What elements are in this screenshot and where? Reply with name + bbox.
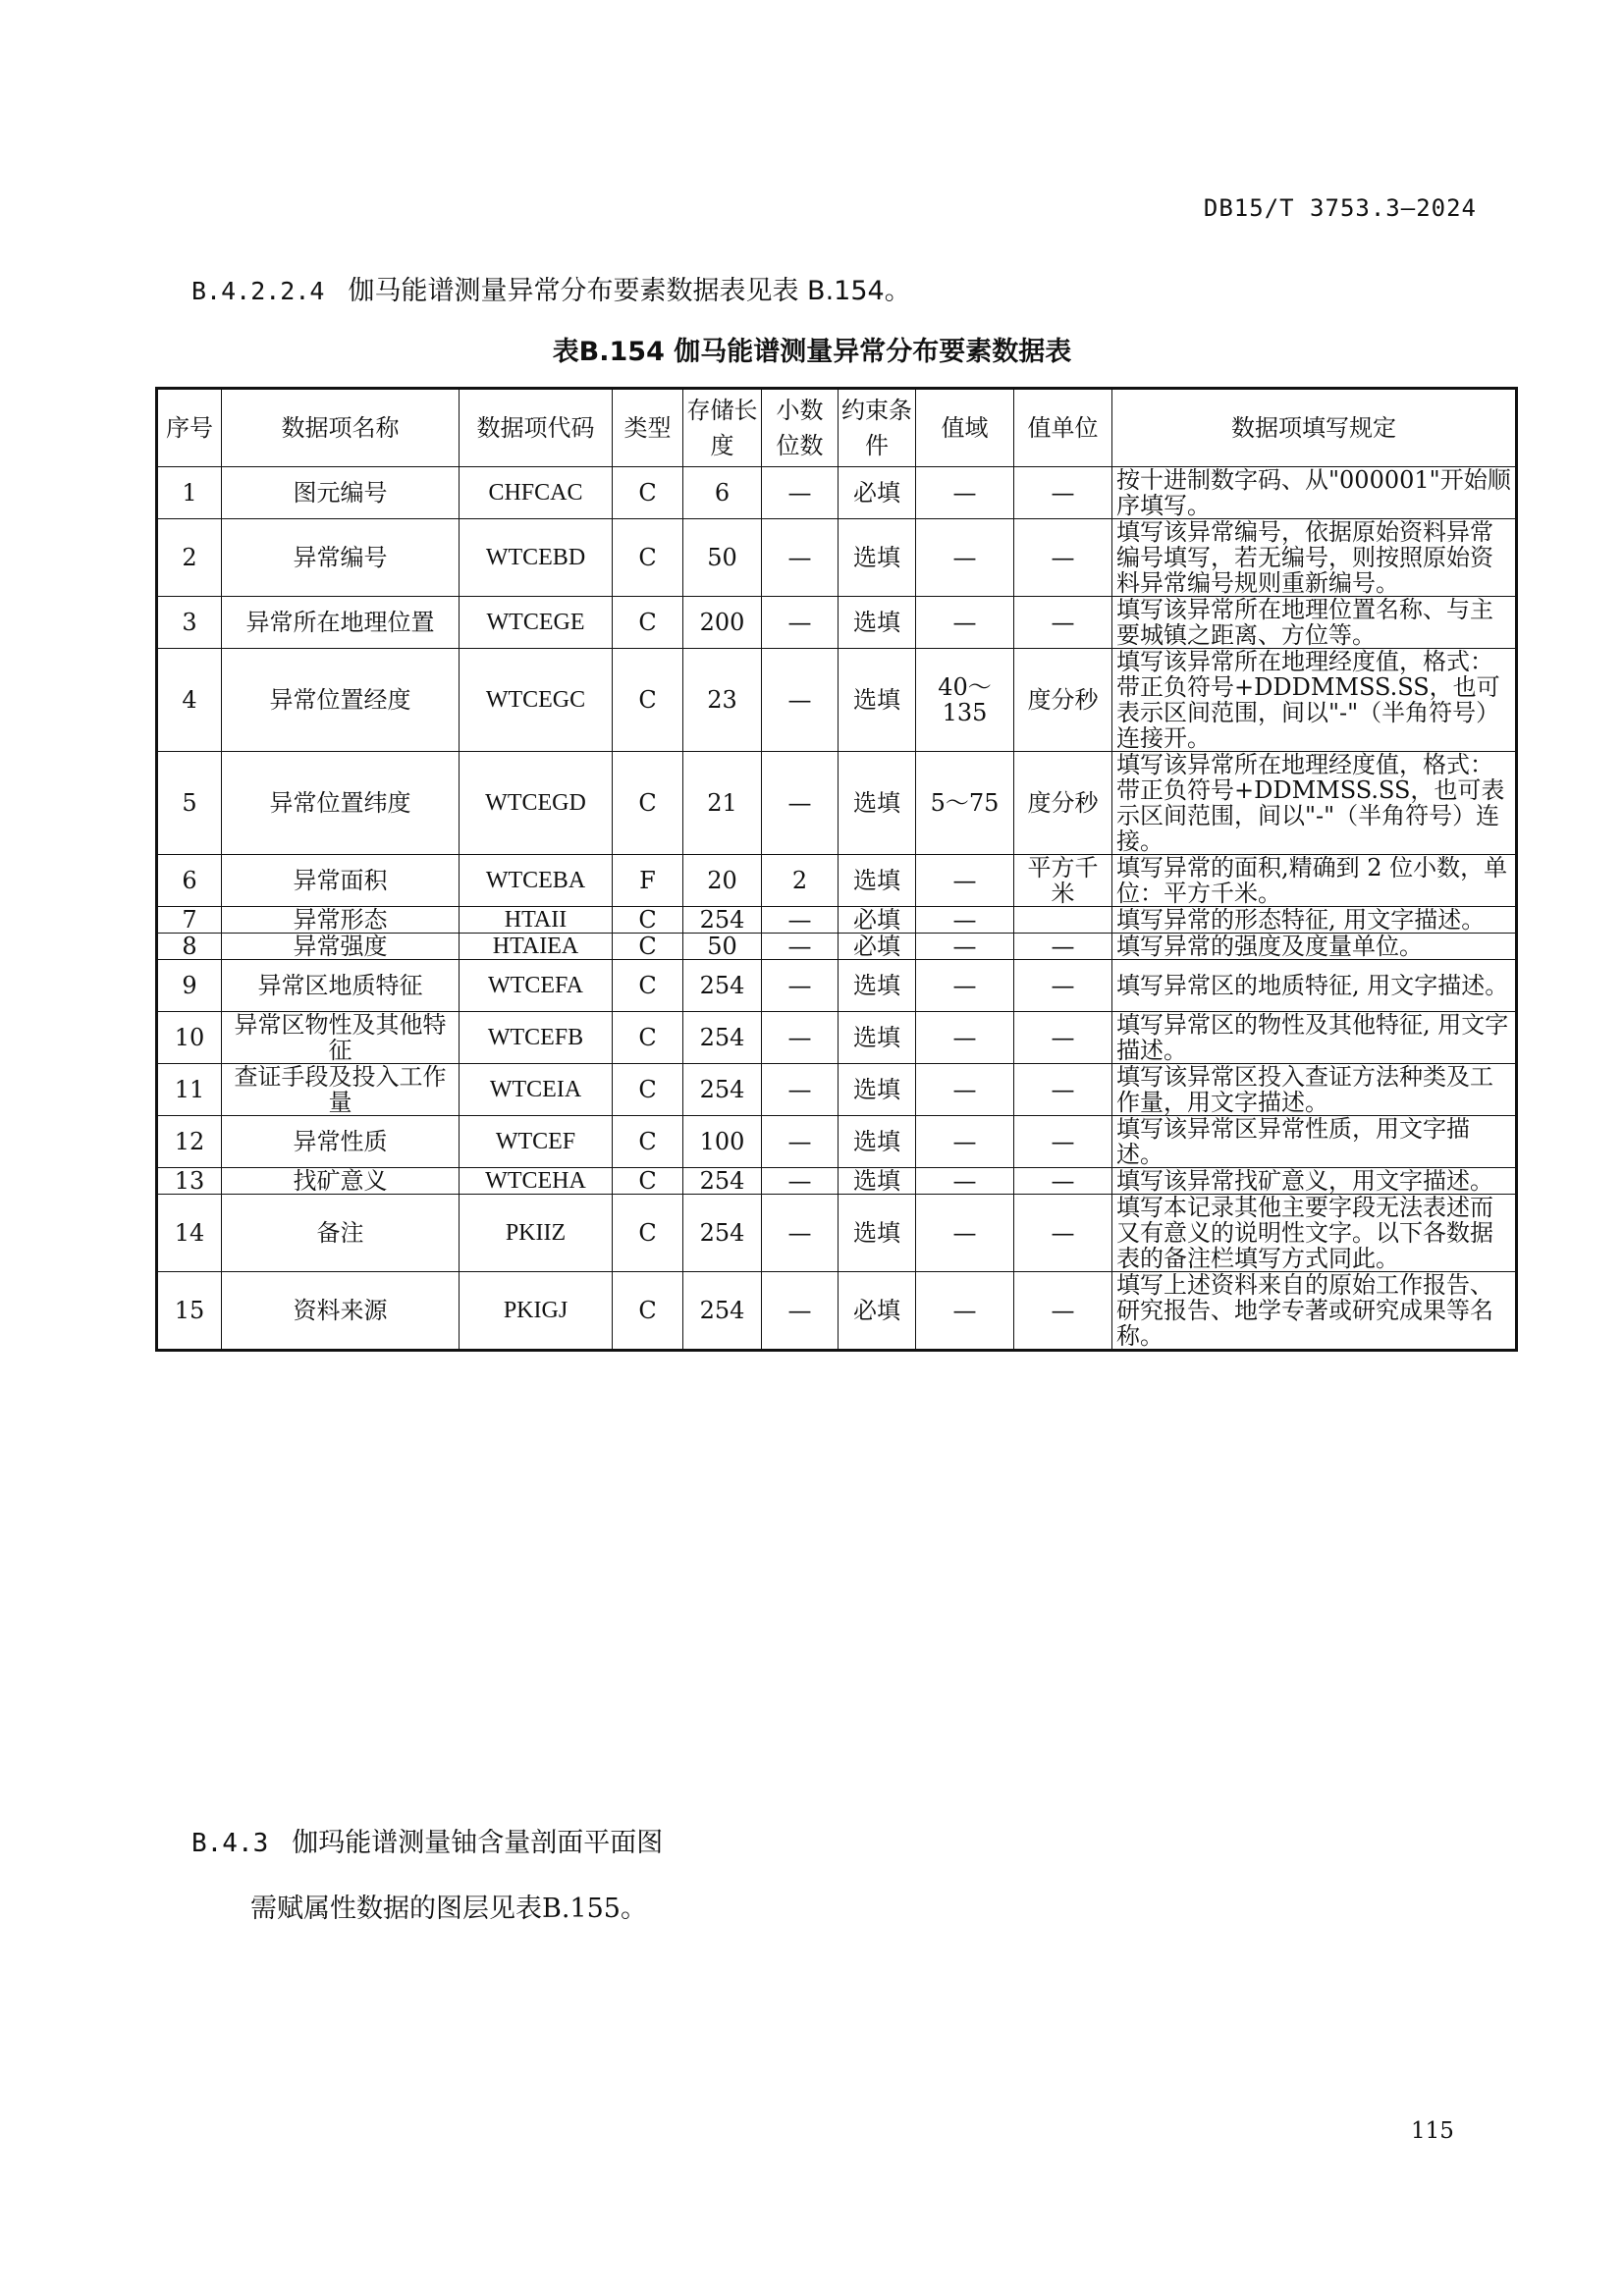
table-cell: 填写该异常区投入查证方法种类及工作量，用文字描述。	[1112, 1064, 1517, 1116]
table-cell: 备注	[222, 1195, 460, 1272]
table-row	[157, 1012, 1517, 1064]
table-cell: —	[762, 1012, 839, 1064]
table-cell: —	[1014, 1116, 1112, 1168]
table-cell: —	[916, 1168, 1014, 1195]
table-cell: 异常形态	[222, 907, 460, 934]
table-cell: —	[916, 1012, 1014, 1064]
table-cell: WTCEIA	[460, 1064, 613, 1116]
table-cell: C	[613, 907, 683, 934]
table-cell: C	[613, 467, 683, 519]
table-cell: WTCEFB	[460, 1012, 613, 1064]
column-header: 值域	[916, 389, 1014, 467]
table-cell: —	[762, 934, 839, 960]
table-cell: 10	[157, 1012, 222, 1064]
table-cell: C	[613, 1064, 683, 1116]
table-cell: —	[762, 752, 839, 855]
table-cell: 选填	[839, 597, 916, 649]
table-cell: —	[1014, 597, 1112, 649]
column-header: 约束条件	[839, 389, 916, 467]
table-cell: WTCEHA	[460, 1168, 613, 1195]
table-cell: —	[762, 467, 839, 519]
table-cell: 12	[157, 1116, 222, 1168]
table-cell: 选填	[839, 1012, 916, 1064]
table-cell: 254	[683, 1012, 762, 1064]
table-title: 表B.154 伽马能谱测量异常分布要素数据表	[552, 337, 1072, 367]
table-cell: 异常编号	[222, 519, 460, 597]
subsection-text: 伽玛能谱测量铀含量剖面平面图	[292, 1828, 664, 1858]
table-cell: —	[762, 519, 839, 597]
table-cell: 找矿意义	[222, 1168, 460, 1195]
table-cell: 5	[157, 752, 222, 855]
table-header-row	[157, 389, 1517, 467]
table-cell: —	[762, 1116, 839, 1168]
table-cell: PKIIZ	[460, 1195, 613, 1272]
table-cell: 9	[157, 960, 222, 1012]
table-cell: C	[613, 597, 683, 649]
table-cell: 11	[157, 1064, 222, 1116]
table-cell: —	[762, 1195, 839, 1272]
table-cell: —	[1014, 1012, 1112, 1064]
table-cell: 选填	[839, 1064, 916, 1116]
table-cell: 按十进制数字码、从"000001"开始顺序填写。	[1112, 467, 1517, 519]
table-cell: 填写异常区的物性及其他特征, 用文字描述。	[1112, 1012, 1517, 1064]
table-cell: 2	[762, 855, 839, 907]
table-row	[157, 519, 1517, 597]
table-cell: 3	[157, 597, 222, 649]
table-row	[157, 934, 1517, 960]
table-cell: —	[1014, 1272, 1112, 1351]
section-number: B.4.2.2.4	[191, 277, 325, 305]
table-cell: 选填	[839, 649, 916, 752]
table-cell: C	[613, 1116, 683, 1168]
table-body	[157, 467, 1517, 1351]
paragraph: 需赋属性数据的图层见表B.155。	[250, 1894, 647, 1924]
table-cell: 填写该异常所在地理经度值，格式：带正负符号+DDMMSS.SS，也可表示区间范围，间以"-"（半角符号）连接。	[1112, 752, 1517, 855]
table-cell: —	[1014, 934, 1112, 960]
table-cell: 选填	[839, 752, 916, 855]
table-cell: —	[1014, 519, 1112, 597]
table-cell: 异常面积	[222, 855, 460, 907]
table-cell: 254	[683, 1272, 762, 1351]
table-cell: 254	[683, 1168, 762, 1195]
table-cell: CHFCAC	[460, 467, 613, 519]
document-id: DB15/T 3753.3—2024	[1203, 194, 1477, 222]
column-header: 类型	[613, 389, 683, 467]
table-cell: 资料来源	[222, 1272, 460, 1351]
table-cell: —	[916, 1272, 1014, 1351]
table-row	[157, 1272, 1517, 1351]
table-cell: —	[916, 855, 1014, 907]
table-cell: —	[916, 519, 1014, 597]
table-cell: C	[613, 1195, 683, 1272]
table-cell: —	[762, 960, 839, 1012]
table-cell: PKIGJ	[460, 1272, 613, 1351]
table-cell: 4	[157, 649, 222, 752]
table-cell: 254	[683, 960, 762, 1012]
table-cell: 100	[683, 1116, 762, 1168]
table-row	[157, 597, 1517, 649]
table-row	[157, 752, 1517, 855]
table-cell: 8	[157, 934, 222, 960]
column-header: 数据项填写规定	[1112, 389, 1517, 467]
table-cell: —	[916, 1116, 1014, 1168]
table-cell: 必填	[839, 907, 916, 934]
column-header: 小数位数	[762, 389, 839, 467]
table-cell: 254	[683, 1195, 762, 1272]
table-cell: C	[613, 519, 683, 597]
table-cell: —	[916, 1195, 1014, 1272]
table-cell: 20	[683, 855, 762, 907]
table-cell: WTCEGE	[460, 597, 613, 649]
table-cell: C	[613, 960, 683, 1012]
table-cell: 必填	[839, 1272, 916, 1351]
table-cell: 254	[683, 1064, 762, 1116]
table-cell: —	[916, 960, 1014, 1012]
table-cell: C	[613, 752, 683, 855]
page-number: 115	[1411, 2118, 1454, 2144]
table-cell: 50	[683, 934, 762, 960]
table-cell: 平方千米	[1014, 855, 1112, 907]
table-row	[157, 1116, 1517, 1168]
table-cell: WTCEGC	[460, 649, 613, 752]
table-row	[157, 1195, 1517, 1272]
table-cell: 异常所在地理位置	[222, 597, 460, 649]
table-cell: 填写异常的面积,精确到 2 位小数，单位：平方千米。	[1112, 855, 1517, 907]
table-cell: —	[1014, 467, 1112, 519]
table-cell: HTAII	[460, 907, 613, 934]
table-cell: 200	[683, 597, 762, 649]
table-cell: WTCEFA	[460, 960, 613, 1012]
table-cell: WTCEF	[460, 1116, 613, 1168]
table-cell: 选填	[839, 1195, 916, 1272]
table-cell: 异常性质	[222, 1116, 460, 1168]
table-cell: 度分秒	[1014, 752, 1112, 855]
table-cell: WTCEBA	[460, 855, 613, 907]
table-cell: 选填	[839, 855, 916, 907]
table-row	[157, 649, 1517, 752]
table-cell: —	[1014, 1168, 1112, 1195]
table-cell: —	[916, 907, 1014, 934]
table-cell: 14	[157, 1195, 222, 1272]
table-cell: 填写上述资料来自的原始工作报告、研究报告、地学专著或研究成果等名称。	[1112, 1272, 1517, 1351]
table-cell: —	[916, 1064, 1014, 1116]
table-cell: 填写该异常区异常性质，用文字描述。	[1112, 1116, 1517, 1168]
table-cell: —	[916, 597, 1014, 649]
table-cell: —	[762, 1272, 839, 1351]
table-cell: —	[1014, 960, 1112, 1012]
table-cell: WTCEGD	[460, 752, 613, 855]
table-cell: 6	[683, 467, 762, 519]
table-cell: 填写异常的强度及度量单位。	[1112, 934, 1517, 960]
table-cell: 填写本记录其他主要字段无法表述而又有意义的说明性文字。以下各数据表的备注栏填写方式同此。	[1112, 1195, 1517, 1272]
table-cell: F	[613, 855, 683, 907]
table-cell: 异常区物性及其他特征	[222, 1012, 460, 1064]
table-row	[157, 1168, 1517, 1195]
table-cell: 异常位置经度	[222, 649, 460, 752]
table-cell: 5～75	[916, 752, 1014, 855]
table-cell: 填写该异常所在地理经度值，格式：带正负符号+DDDMMSS.SS，也可表示区间范围，间以"-"（半角符号）连接开。	[1112, 649, 1517, 752]
table-cell: 填写该异常所在地理位置名称、与主要城镇之距离、方位等。	[1112, 597, 1517, 649]
table-cell: C	[613, 1168, 683, 1195]
table-cell: 选填	[839, 1168, 916, 1195]
table-cell: 2	[157, 519, 222, 597]
table-cell: —	[762, 597, 839, 649]
table-cell: 异常位置纬度	[222, 752, 460, 855]
table-cell: 必填	[839, 467, 916, 519]
table-cell: —	[916, 934, 1014, 960]
table-cell: WTCEBD	[460, 519, 613, 597]
table-row	[157, 467, 1517, 519]
table-cell: 填写异常的形态特征, 用文字描述。	[1112, 907, 1517, 934]
column-header: 序号	[157, 389, 222, 467]
table-cell: 异常区地质特征	[222, 960, 460, 1012]
column-header: 值单位	[1014, 389, 1112, 467]
table-cell: 50	[683, 519, 762, 597]
column-header: 数据项代码	[460, 389, 613, 467]
table-cell: —	[762, 649, 839, 752]
table-cell: C	[613, 934, 683, 960]
table-cell: 查证手段及投入工作量	[222, 1064, 460, 1116]
table-row	[157, 907, 1517, 934]
table-cell: 必填	[839, 934, 916, 960]
table-row	[157, 960, 1517, 1012]
table-cell: 度分秒	[1014, 649, 1112, 752]
table-cell: 15	[157, 1272, 222, 1351]
table-cell: C	[613, 1272, 683, 1351]
table-cell: 图元编号	[222, 467, 460, 519]
table-cell: —	[762, 1064, 839, 1116]
table-cell: —	[1014, 1195, 1112, 1272]
table-cell: 填写异常区的地质特征, 用文字描述。	[1112, 960, 1517, 1012]
table-cell: C	[613, 1012, 683, 1064]
table-cell: 23	[683, 649, 762, 752]
table-cell: —	[1014, 1064, 1112, 1116]
table-cell: —	[762, 907, 839, 934]
table-cell: 异常强度	[222, 934, 460, 960]
table-cell: 填写该异常找矿意义，用文字描述。	[1112, 1168, 1517, 1195]
table-cell: 选填	[839, 960, 916, 1012]
table-cell: —	[762, 1168, 839, 1195]
table-cell: HTAIEA	[460, 934, 613, 960]
table-cell: 填写该异常编号，依据原始资料异常编号填写，若无编号，则按照原始资料异常编号规则重新编号。	[1112, 519, 1517, 597]
section-text: 伽马能谱测量异常分布要素数据表见表 B.154。	[348, 276, 911, 306]
table-cell: 254	[683, 907, 762, 934]
subsection-number: B.4.3	[191, 1829, 269, 1858]
column-header: 数据项名称	[222, 389, 460, 467]
table-cell: 6	[157, 855, 222, 907]
table-row	[157, 855, 1517, 907]
section-heading	[191, 269, 911, 307]
table-cell: 选填	[839, 519, 916, 597]
table-cell: 40～135	[916, 649, 1014, 752]
table-cell	[1014, 907, 1112, 934]
table-cell: C	[613, 649, 683, 752]
table-cell: 7	[157, 907, 222, 934]
data-table	[155, 387, 1518, 1352]
table-row	[157, 1064, 1517, 1116]
table-cell: —	[916, 467, 1014, 519]
table-cell: 13	[157, 1168, 222, 1195]
table-cell: 1	[157, 467, 222, 519]
table-cell: 选填	[839, 1116, 916, 1168]
column-header: 存储长度	[683, 389, 762, 467]
table-cell: 21	[683, 752, 762, 855]
subsection-heading	[191, 1821, 663, 1859]
